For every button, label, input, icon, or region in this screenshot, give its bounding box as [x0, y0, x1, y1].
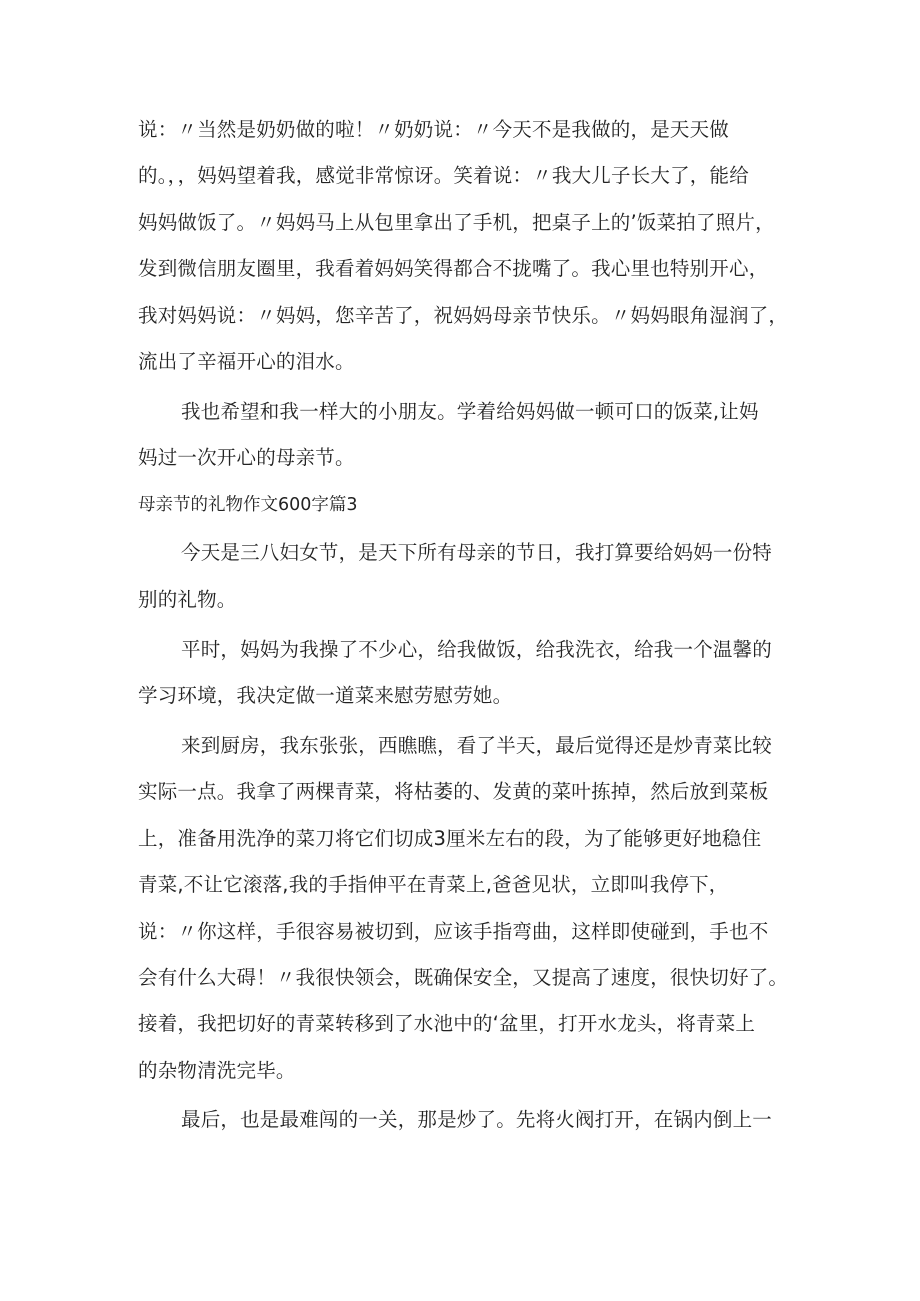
text-line: 平时，妈妈为我操了不少心，给我做饭，给我洗衣，给我一个温馨的 — [181, 638, 773, 661]
text-line: 实际一点。我拿了两棵青菜，将枯萎的、发黄的菜叶拣掉，然后放到菜板 — [138, 780, 769, 803]
text-line: 的。，，妈妈望着我，感觉非常惊讶。笑着说：〃我大儿子长大了，能给 — [138, 164, 749, 187]
text-line: 妈过一次开心的母亲节。 — [138, 446, 355, 469]
text-line: 接着，我把切好的青菜转移到了水池中的‘盆里，打开水龙头，将青菜上 — [138, 1012, 756, 1035]
text-line: 发到微信朋友圈里，我看着妈妈笑得都合不拢嘴了。我心里也特别开心， — [138, 257, 769, 280]
section-heading: 母亲节的礼物作文600字篇3 — [138, 495, 358, 515]
text-line: 别的礼物。 — [138, 588, 237, 611]
text-line: 说：〃你这样，手很容易被切到，应该手指弯曲，这样即使碰到，手也不 — [138, 920, 769, 943]
text-line: 我也希望和我一样大的小朋友。学着给妈妈做一顿可口的饭菜,让妈 — [181, 400, 759, 423]
text-line: 妈妈做饭了。〃妈妈马上从包里拿出了手机，把桌子上的’饭菜拍了照片， — [138, 211, 775, 234]
text-line: 说：〃当然是奶奶做的啦！〃奶奶说：〃今天不是我做的，是天天做 — [138, 118, 730, 141]
text-line: 上，准备用洗净的菜刀将它们切成3厘米左右的段，为了能够更好地稳住 — [138, 827, 762, 850]
text-line: 最后，也是最难闯的一关，那是炒了。先将火阀打开，在锅内倒上一 — [181, 1108, 773, 1131]
text-line: 的杂物清洗完毕。 — [138, 1059, 296, 1082]
text-line: 青菜,不让它滚落,我的手指伸平在青菜上,爸爸见状，立即叫我停下， — [138, 873, 729, 896]
text-line: 学习环境，我决定做一道菜来慰劳慰劳她。 — [138, 684, 513, 707]
text-line: 今天是三八妇女节，是天下所有母亲的节日，我打算要给妈妈一份特 — [181, 541, 773, 564]
text-line: 会有什么大碍！〃我很快领会，既确保安全，又提高了速度，很快切好了。 — [138, 966, 789, 989]
text-line: 流出了辛福开心的泪水。 — [138, 350, 355, 373]
text-line: 我对妈妈说：〃妈妈，您辛苦了，祝妈妈母亲节快乐。〃妈妈眼角湿润了， — [138, 304, 789, 327]
text-line: 来到厨房，我东张张，西瞧瞧，看了半天，最后觉得还是炒青菜比较 — [181, 734, 773, 757]
